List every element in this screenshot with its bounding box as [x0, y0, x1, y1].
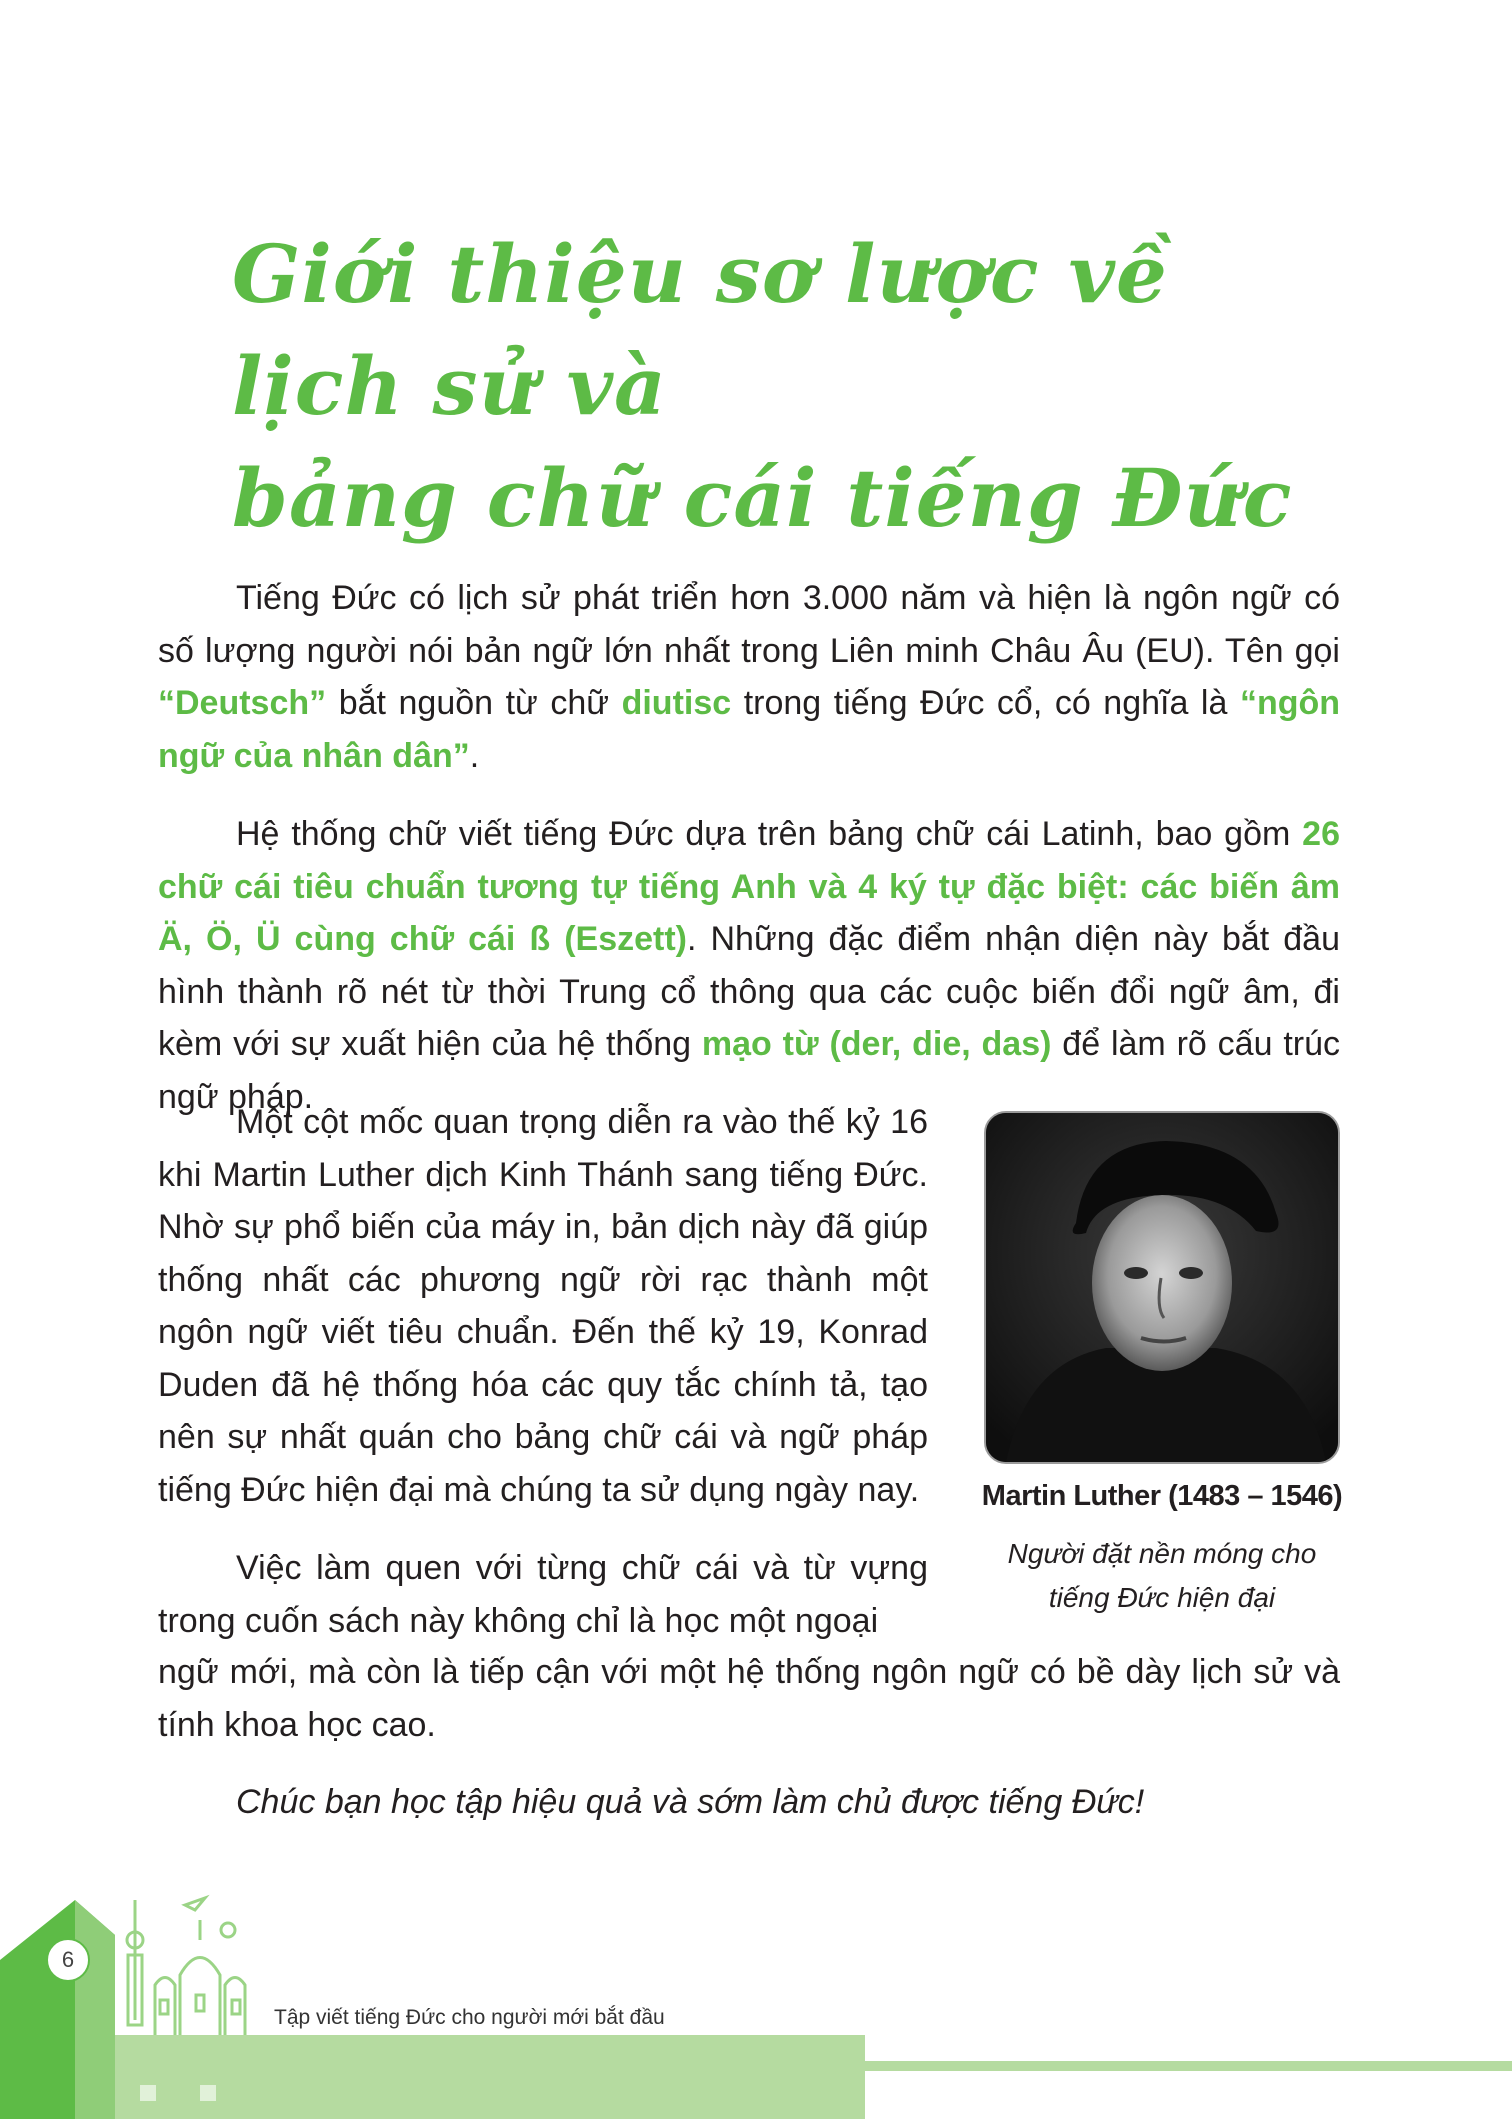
- page-title-line-2: bảng chữ cái tiếng Đức: [232, 451, 1293, 545]
- closing-wish: Chúc bạn học tập hiệu quả và sớm làm chủ được tiếng Đức!: [236, 1783, 1145, 1821]
- page-title-line-1: Giới thiệu sơ lược về lịch sử và: [232, 227, 1168, 433]
- text-run: bắt nguồn từ chữ: [326, 684, 622, 722]
- text-run: Tiếng Đức có lịch sử phát triển hơn 3.000 năm và hiện là ngôn ngữ có số lượng người nói bản ngữ lớn nhất trong Liên minh Châu Âu (EU). Tên gọi: [158, 579, 1340, 670]
- highlight-meaning: “ngôn ngữ của nhân dân”: [158, 684, 1341, 775]
- paragraph-closing-part-2: ngữ mới, mà còn là tiếp cận với một hệ thống ngôn ngữ có bề dày lịch sử và tính khoa học cao.: [158, 1653, 1340, 1744]
- highlight-letters: 26 chữ cái tiêu chuẩn tương tự tiếng Anh và 4 ký tự đặc biệt: các biến âm Ä, Ö, Ü cùng chữ cái ß (Eszett): [158, 815, 1340, 958]
- figure-caption-description: [960, 1532, 1364, 1620]
- paragraph-closing-part-1: Việc làm quen với từng chữ cái và từ vựng trong cuốn sách này không chỉ là học một ngoại: [158, 1549, 928, 1640]
- footer-book-title: Tập viết tiếng Đức cho người mới bắt đầu: [274, 2006, 665, 2029]
- text-run: Hệ thống chữ viết tiếng Đức dựa trên bảng chữ cái Latinh, bao gồm: [236, 815, 1303, 853]
- figure-caption-name: Martin Luther (1483 – 1546): [981, 1480, 1343, 1512]
- text-run: trong tiếng Đức cổ, có nghĩa là: [731, 684, 1240, 722]
- martin-luther-portrait: [984, 1111, 1340, 1464]
- text-run: để làm rõ cấu trúc ngữ pháp.: [158, 1025, 1341, 1116]
- highlight-articles: mạo từ (der, die, das): [701, 1025, 1052, 1063]
- paragraph-intro: [158, 572, 1340, 782]
- highlight-deutsch: “Deutsch”: [158, 684, 327, 722]
- footer-skyline-graphic: [0, 1880, 1512, 2119]
- portrait-image: [986, 1113, 1338, 1462]
- highlight-diutisc: diutisc: [621, 684, 732, 722]
- page-title: [232, 218, 1332, 554]
- text-run: . Những đặc điểm nhận diện này bắt đầu hình thành rõ nét từ thời Trung cổ thông qua các cuộc biến đổi ngữ âm, đi kèm với sự xuất hiện của hệ thống: [158, 920, 1340, 1063]
- caption-line-1: Người đặt nền móng cho: [1007, 1538, 1317, 1569]
- page-number: 6: [46, 1938, 90, 1982]
- paragraph-alphabet: [158, 808, 1340, 1123]
- text-run: .: [469, 736, 480, 775]
- caption-line-2: tiếng Đức hiện đại: [1048, 1582, 1276, 1613]
- paragraph-history: Một cột mốc quan trọng diễn ra vào thế kỷ 16 khi Martin Luther dịch Kinh Thánh sang tiếng Đức. Nhờ sự phổ biến của máy in, bản dịch này đã giúp thống nhất các phương ngữ rời rạc thành một ngôn ngữ viết tiêu chuẩn. Đến thế kỷ 19, Konrad Duden đã hệ thống hóa các quy tắc chính tả, tạo nên sự nhất quán cho bảng chữ cái và ngữ pháp tiếng Đức hiện đại mà chúng ta sử dụng ngày nay.: [158, 1103, 928, 1509]
